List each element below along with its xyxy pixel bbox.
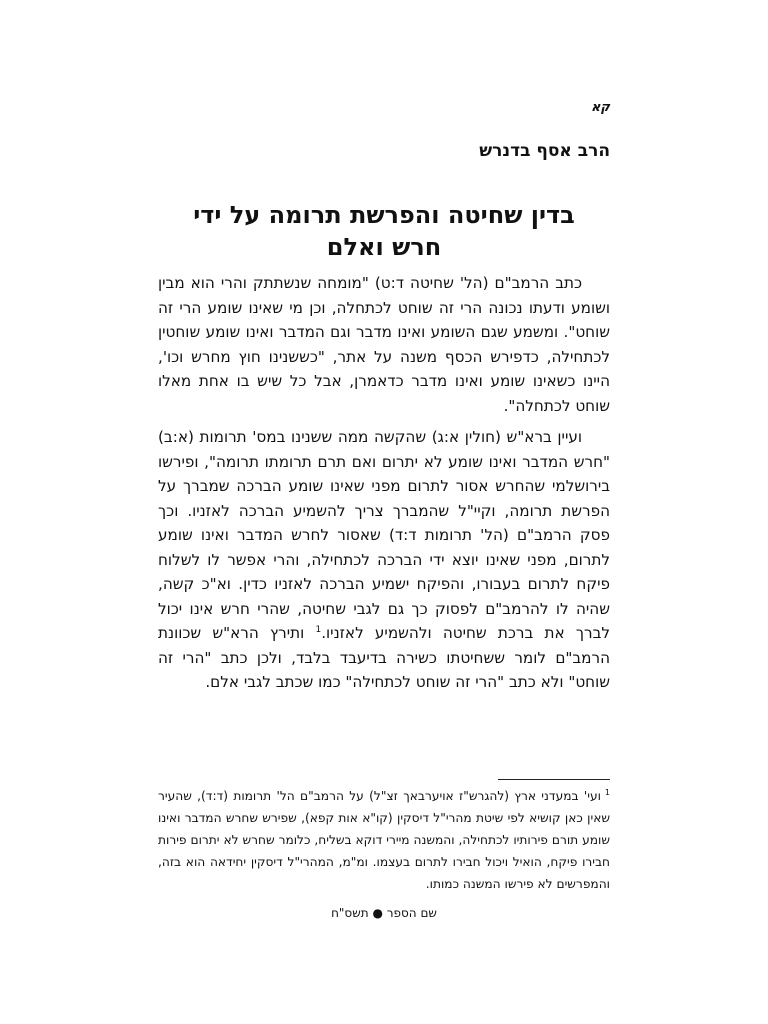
article-body bbox=[158, 271, 610, 702]
paragraph-2-main: ועיין ברא"ש (חולין א:ג) שהקשה ממה ששנינו במס' תרומות (א:ב) "חרש המדבר ואינו שומע לא יתרום ואם תרם תרומתו תרומה", ופירשו בירושלמי שהחרש אסור לתרום מפני שאינו שומע הברכה שמברך על הפרשת תרומה, וקיי"ל שהמברך צריך להשמיע הברכה לאזניו. וכך פסק הרמב"ם (הל' תרומות ד:ד) שאסור לחרש המדבר ואינו שומע לתרום, מפני שאינו יוצא ידי הברכה לכתחילה, והרי אפשר לו לשלוח פיקח לתרום בעבורו, והפיקח ישמיע הברכה לאזניו כדין. וא"כ קשה, שהיה לו להרמב"ם לפסוק כך גם לגבי שחיטה, שהרי חרש אינו יכול לברך את ברכת שחיטה ולהשמיע לאזניו. bbox=[158, 428, 610, 642]
footer-year: תשס"ח bbox=[331, 906, 369, 920]
page-number: קא bbox=[590, 100, 610, 115]
paragraph-1: כתב הרמב"ם (הל' שחיטה ד:ט) "מומחה שנשתתק והרי הוא מבין ושומע ודעתו נכונה הרי זה שוחט לכתחלה, וכן מי שאינו שומע הרי זה שוחט". ומשמע שגם השומע ואינו מדבר וגם המדבר ואינו שומע שוחטין לכתחילה, כדפירש הכסף משנה על אתר, "כששנינו חוץ מחרש וכו', היינו כשאינו שומע ואינו מדבר כדאמרן, אבל כל שיש בו אחת מאלו שוחט לכתחלה". bbox=[158, 274, 610, 415]
footer-book-name: שם הספר bbox=[386, 906, 437, 920]
paragraph-2 bbox=[158, 425, 610, 695]
article-title: בדין שחיטה והפרשת תרומה על ידי חרש ואלם bbox=[193, 201, 575, 261]
footnote-number: 1 bbox=[604, 787, 610, 797]
page-footer bbox=[0, 906, 768, 920]
footnote-reference[interactable]: 1 bbox=[315, 624, 322, 635]
footnote-divider bbox=[498, 779, 610, 780]
author-name: הרב אסף בדנרש bbox=[479, 141, 610, 161]
footnote bbox=[158, 785, 610, 895]
footer-bullet: ● bbox=[372, 906, 383, 920]
footnote-text: ועי' במעדני ארץ (להגרש"ז אויערבאך זצ"ל) על הרמב"ם הל' תרומות (ד:ד), שהעיר שאין כאן קושיא לפי שיטת מהרי"ל דיסקין (קו"א אות קפא), שפירש שחרש המדבר ואינו שומע תורם פירותיו לכתחילה, והמשנה מיירי דוקא בשליח, כלומר שחרש לא יתרום פירות חבירו פיקח, הואיל ויכול חבירו לתרום בעצמו. ומ"מ, המהרי"ל דיסקין יחידאה הוא בזה, והמפרשים לא פירשו המשנה כמותו. bbox=[158, 789, 610, 891]
paragraph-2-tail: ותירץ הרא"ש שכוונת הרמב"ם לומר ששחיטתו כשירה בדיעבד בלבד, ולכן כתב "הרי זה שוחט" ולא כתב "הרי זה שוחט לכתחילה" כמו שכתב לגבי אלם. bbox=[158, 624, 610, 691]
